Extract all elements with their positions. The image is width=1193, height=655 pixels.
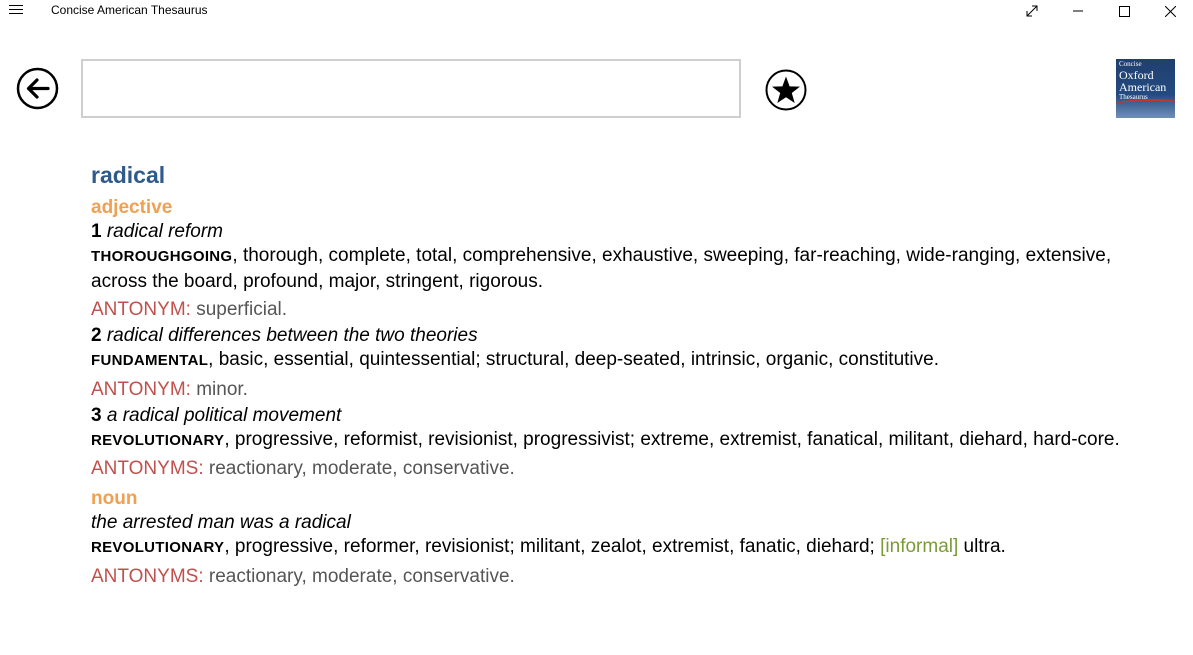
example-text: radical reform xyxy=(106,221,224,242)
antonym-label: ANTONYM: xyxy=(91,299,191,320)
sense-example xyxy=(91,220,1171,244)
antonyms: superficial. xyxy=(196,299,288,320)
sense-example xyxy=(91,511,1171,535)
title-bar xyxy=(0,0,1193,22)
favorite-star-icon[interactable] xyxy=(765,69,807,111)
hamburger-menu-icon[interactable] xyxy=(9,4,23,16)
synonyms: , progressive, reformist, revisionist, progressivist; extreme, extremist, fanatical, militant, diehard, hard-core. xyxy=(224,428,1120,450)
sense-number: 1 xyxy=(91,221,102,242)
synonyms-tail: ultra. xyxy=(958,536,1006,557)
register-label: [informal] xyxy=(880,536,959,557)
core-synonym: REVOLUTIONARY xyxy=(91,431,225,449)
core-synonym: THOROUGHGOING xyxy=(91,248,233,265)
synonym-list xyxy=(91,535,1171,561)
sense-number: 3 xyxy=(91,404,102,426)
antonyms: reactionary, moderate, conservative. xyxy=(208,565,515,587)
search-field[interactable] xyxy=(81,59,741,118)
synonym-list xyxy=(91,348,1171,374)
cover-swoosh xyxy=(1116,99,1175,115)
synonym-list xyxy=(91,428,1171,454)
antonym-line xyxy=(91,565,1171,589)
sense-number: 2 xyxy=(91,325,102,346)
antonyms: reactionary, moderate, conservative. xyxy=(208,458,515,479)
example-text: a radical political movement xyxy=(106,404,342,426)
entry-content xyxy=(91,160,1171,591)
part-of-speech: adjective xyxy=(91,197,173,218)
part-of-speech: noun xyxy=(91,488,138,509)
sense-example xyxy=(91,404,1171,428)
example-text: the arrested man was a radical xyxy=(91,512,351,533)
cover-line: Concise xyxy=(1119,60,1142,68)
antonym-label: ANTONYM: xyxy=(91,378,191,400)
dictionary-cover-image[interactable] xyxy=(1116,59,1175,118)
search-input[interactable] xyxy=(83,61,739,116)
headword: radical xyxy=(91,162,166,188)
minimize-icon[interactable] xyxy=(1055,0,1101,22)
sense-example xyxy=(91,324,1171,348)
antonym-line xyxy=(91,378,1171,402)
maximize-icon[interactable] xyxy=(1101,0,1147,22)
core-synonym: REVOLUTIONARY xyxy=(91,539,225,556)
synonyms: , basic, essential, quintessential; structural, deep-seated, intrinsic, organic, constitutive. xyxy=(208,349,939,370)
antonym-line xyxy=(91,457,1171,481)
cover-line: Oxford xyxy=(1119,68,1154,82)
synonyms: , progressive, reformer, revisionist; militant, zealot, extremist, fanatic, diehard; xyxy=(224,536,881,557)
fullscreen-icon[interactable] xyxy=(1009,0,1055,22)
antonym-label: ANTONYMS: xyxy=(91,565,204,587)
cover-line: American xyxy=(1119,80,1167,94)
antonym-label: ANTONYMS: xyxy=(91,458,204,479)
synonyms: , thorough, complete, total, comprehensive, exhaustive, sweeping, far-reaching, wide-ranging, extensive, across the board, profound, major, stringent, rigorous. xyxy=(91,245,1112,292)
core-synonym: FUNDAMENTAL xyxy=(91,352,209,369)
example-text: radical differences between the two theories xyxy=(106,325,478,346)
synonym-list xyxy=(91,244,1171,294)
antonym-line xyxy=(91,298,1171,322)
app-title: Concise American Thesaurus xyxy=(51,3,208,17)
antonyms: minor. xyxy=(196,378,248,400)
close-icon[interactable] xyxy=(1147,0,1193,22)
back-arrow-icon[interactable] xyxy=(16,67,59,110)
cover-line: Thesaurus xyxy=(1119,93,1148,101)
